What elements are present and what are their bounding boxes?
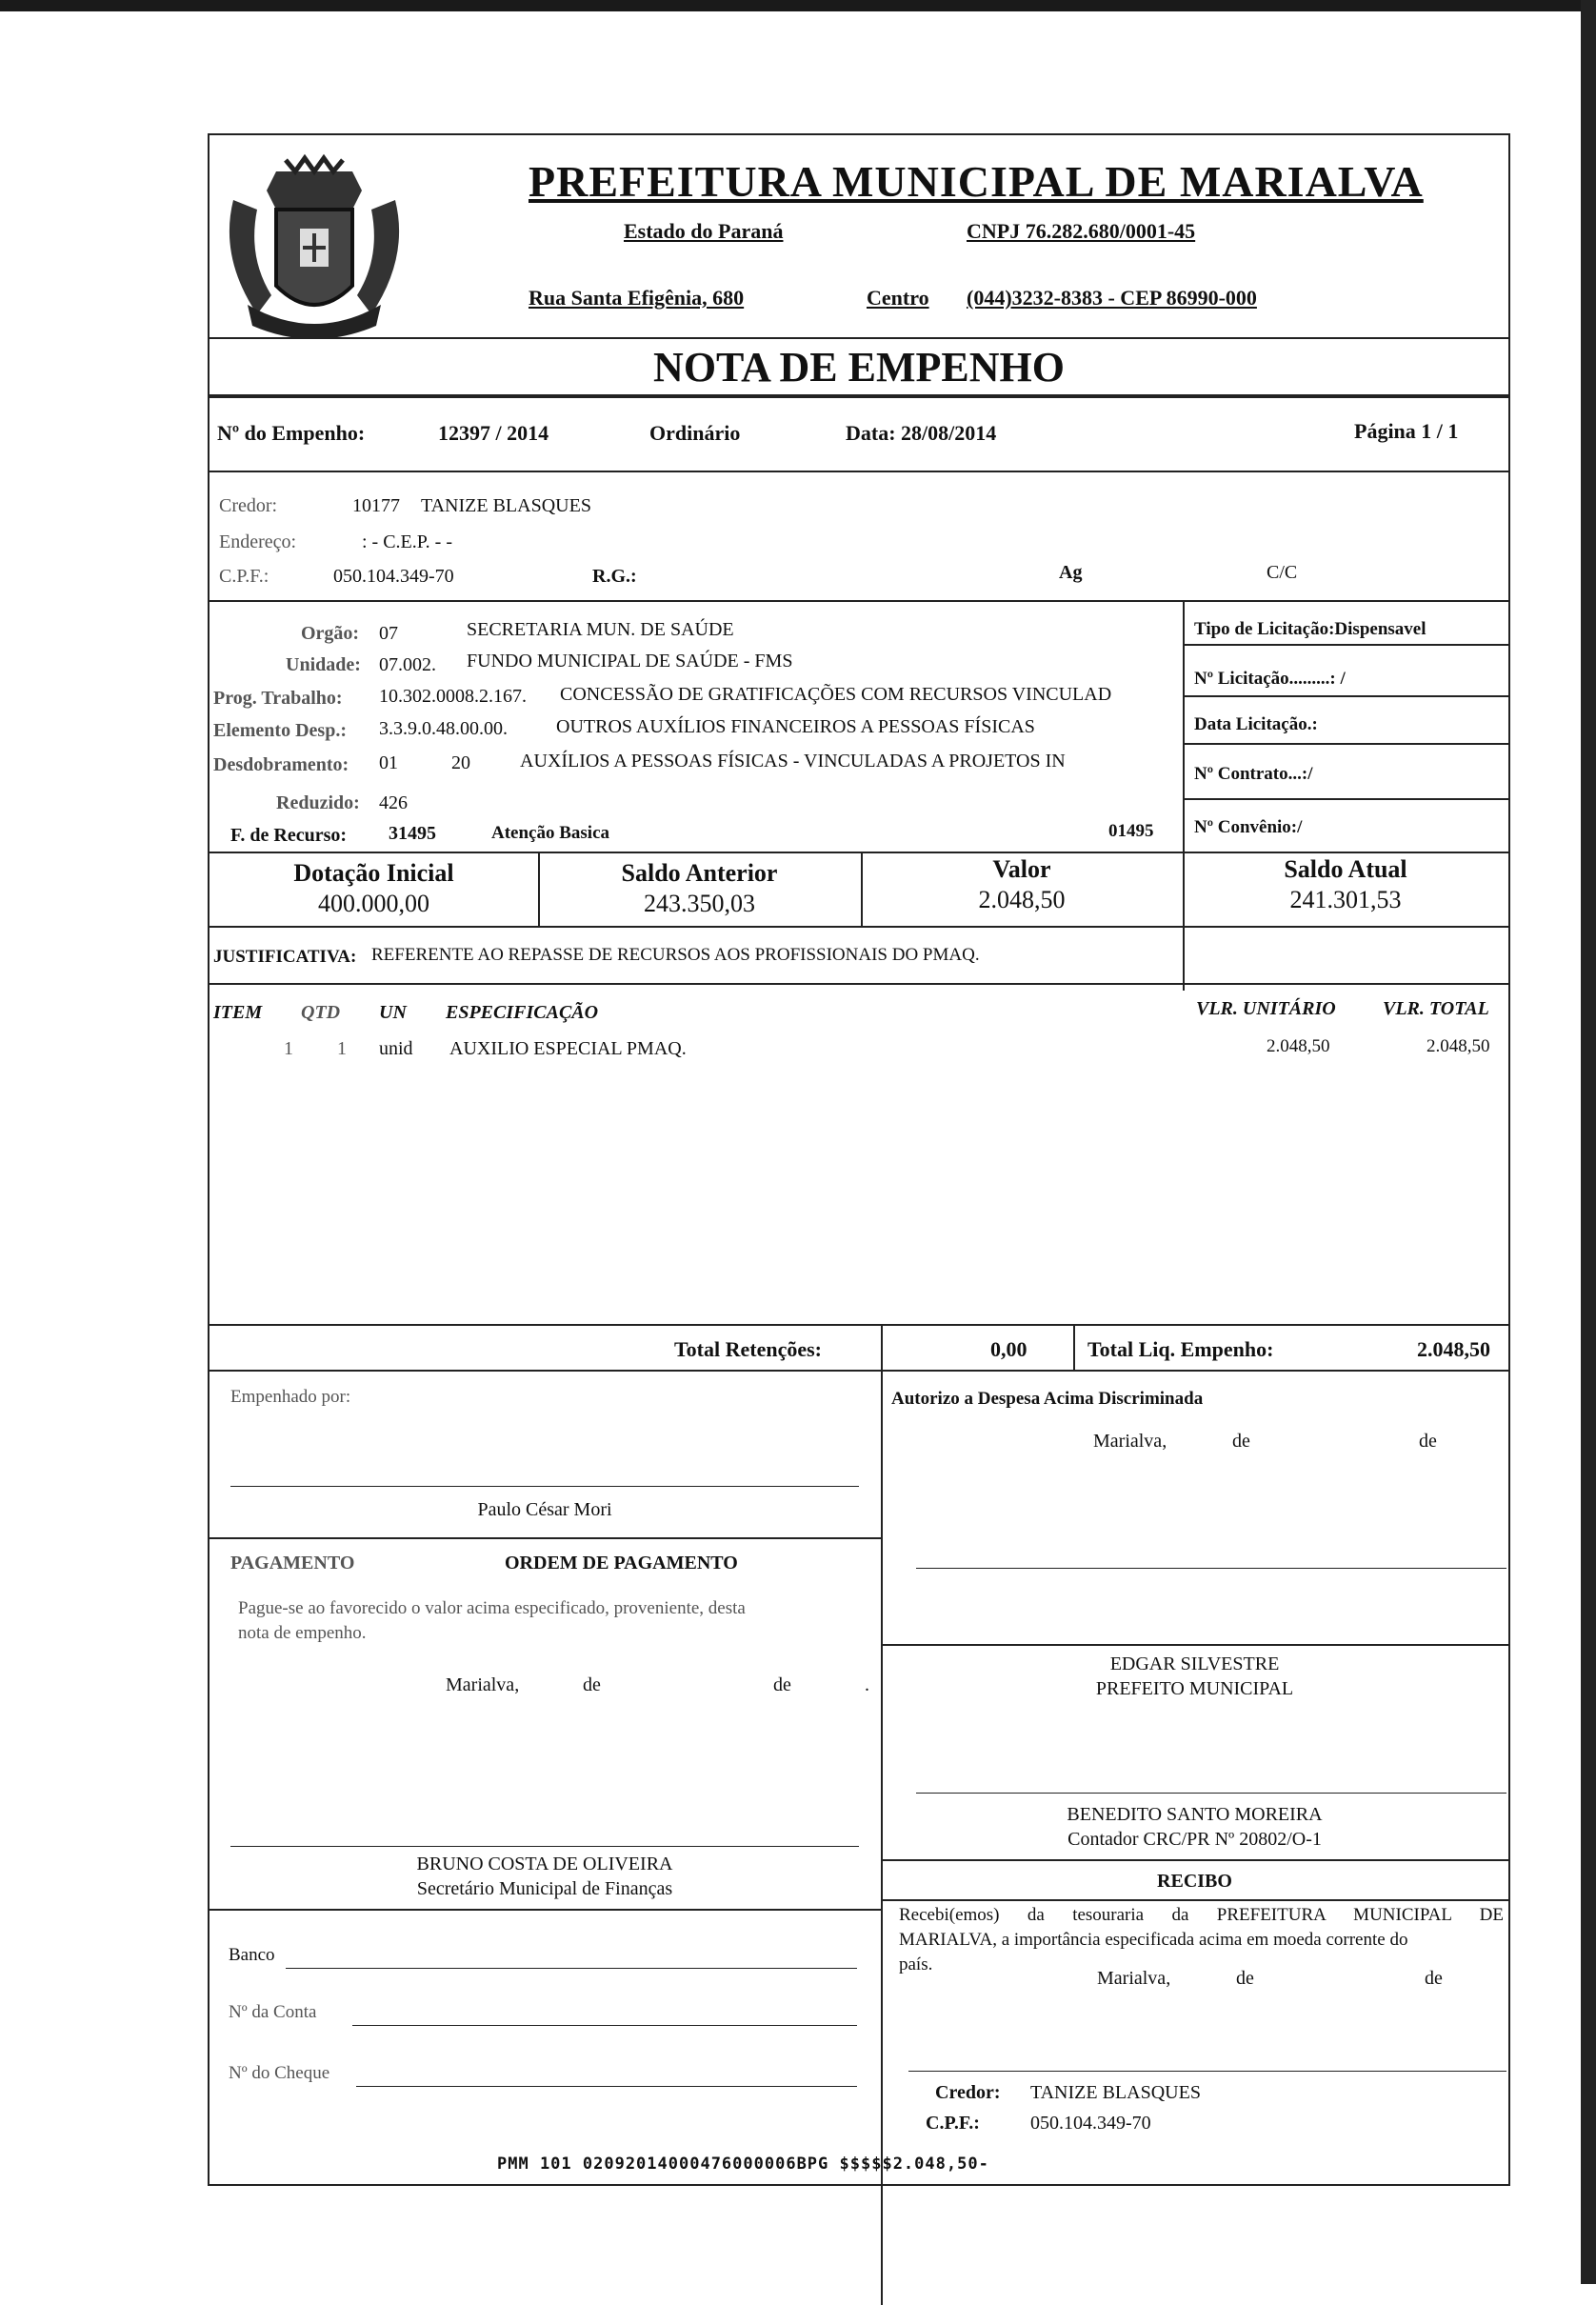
total-liq-value: 2.048,50 [1417,1337,1490,1361]
divider [209,852,1508,853]
recibo-cidade: Marialva, [1097,1968,1171,1989]
row-item: 1 [284,1038,293,1059]
telefone-cep: (044)3232-8383 - CEP 86990-000 [967,286,1257,310]
recibo-texto: país. [899,1954,933,1974]
cc-label: C/C [1267,562,1298,583]
row-vlr-unitario: 2.048,50 [1267,1036,1330,1056]
unidade-label: Unidade: [286,654,361,675]
total-retencoes-label: Total Retenções: [674,1337,822,1361]
orgao-desc: SECRETARIA MUN. DE SAÚDE [467,619,734,640]
bairro: Centro [867,286,929,310]
prog-code: 10.302.0008.2.167. [379,686,527,707]
numero-convenio: Nº Convênio:/ [1194,817,1303,837]
dotacao-inicial-value: 400.000,00 [318,890,429,917]
elemento-code: 3.3.9.0.48.00.00. [379,718,508,739]
empenhado-nome: Paulo César Mori [477,1499,612,1520]
divider [209,983,1508,985]
orgao-label: Orgão: [301,623,360,644]
coat-of-arms-icon [219,152,409,343]
rg-label: R.G.: [592,566,637,587]
empenho-numero: 12397 / 2014 [438,421,549,445]
cheque-label: Nº do Cheque [229,2063,330,2083]
page-title: PREFEITURA MUNICIPAL DE MARIALVA [529,157,1424,206]
row-vlr-total: 2.048,50 [1426,1036,1490,1056]
recurso-label: F. de Recurso: [230,825,348,846]
unidade-code: 07.002. [379,654,436,675]
pagamento-de: de [773,1674,791,1695]
conta-label: Nº da Conta [229,2002,317,2022]
saldo-atual-value: 241.301,53 [1289,886,1402,913]
scan-edge-right [1581,0,1596,2284]
divider [209,337,1508,339]
secretario-cargo: Secretário Municipal de Finanças [416,1878,673,1899]
pagamento-label: PAGAMENTO [230,1553,355,1573]
dotacao-inicial-label: Dotação Inicial [293,859,454,887]
divider [209,926,1508,928]
prefeito-nome: EDGAR SILVESTRE [1109,1654,1280,1674]
recibo-de: de [1236,1968,1254,1989]
estado: Estado do Paraná [624,219,784,243]
numero-contrato: Nº Contrato...:/ [1194,764,1313,784]
empenhado-por-label: Empenhado por: [230,1387,351,1407]
justificativa-text: REFERENTE AO REPASSE DE RECURSOS AOS PROFISSIONAIS DO PMAQ. [371,945,980,965]
divider [881,1899,1508,1901]
saldo-anterior-value: 243.350,03 [644,890,755,917]
doc-type-title: NOTA DE EMPENHO [653,344,1065,391]
divider [881,1644,1508,1646]
reduzido-label: Reduzido: [276,792,360,813]
cnpj: CNPJ 76.282.680/0001-45 [967,219,1196,243]
recibo-cpf: 050.104.349-70 [1030,2113,1151,2134]
row-qtd: 1 [337,1038,347,1059]
ag-label: Ag [1059,562,1083,583]
justificativa-label: JUSTIFICATIVA: [213,947,357,967]
signature-line [230,1486,859,1487]
divider [1183,695,1508,697]
prefeito-cargo: PREFEITO MUNICIPAL [1095,1678,1294,1699]
pagamento-texto: Pague-se ao favorecido o valor acima especificado, proveniente, desta [238,1598,746,1618]
scan-edge-top [0,0,1596,11]
divider [209,394,1508,398]
unidade-desc: FUNDO MUNICIPAL DE SAÚDE - FMS [467,651,793,671]
recibo-credor-label: Credor: [935,2082,1001,2103]
signature-line [916,1793,1506,1794]
divider [1183,798,1508,800]
autorizo-label: Autorizo a Despesa Acima Discriminada [891,1389,1204,1409]
row-un: unid [379,1038,413,1059]
col-qtd: QTD [301,1002,341,1023]
col-vlr-unitario: VLR. UNITÁRIO [1196,998,1336,1019]
elemento-label: Elemento Desp.: [213,720,347,741]
saldo-anterior-label: Saldo Anterior [621,859,778,887]
credor-codigo: 10177 [352,495,400,516]
divider [1183,743,1508,745]
col-especificacao: ESPECIFICAÇÃO [446,1002,599,1023]
divider [209,471,1508,472]
recibo-cpf-label: C.P.F.: [926,2113,980,2134]
autorizo-de: de [1419,1431,1437,1452]
credor-label: Credor: [219,495,278,516]
autorizo-de: de [1232,1431,1250,1452]
col-vlr-total: VLR. TOTAL [1383,998,1489,1019]
saldo-atual-label: Saldo Atual [1284,855,1407,883]
nota-de-empenho [208,133,1510,2186]
desdobramento-desc: AUXÍLIOS A PESSOAS FÍSICAS - VINCULADAS A PROJETOS IN [520,751,1066,772]
recurso-code: 31495 [389,823,436,844]
divider [209,1324,1508,1326]
tipo-licitacao: Tipo de Licitação:Dispensavel [1194,619,1426,639]
barcode-line: PMM 101 02092014000476000006BPG $$$$$2.048,50- [497,2155,989,2174]
endereco: Rua Santa Efigênia, 680 [529,286,745,310]
total-liq-label: Total Liq. Empenho: [1087,1337,1274,1361]
endereco-value: : - C.E.P. - - [362,531,452,552]
pagina: Página 1 / 1 [1354,419,1459,443]
signature-line [908,2071,1506,2072]
valor-label: Valor [992,855,1051,883]
ordem-pagamento: ORDEM DE PAGAMENTO [505,1553,738,1573]
row-especificacao: AUXILIO ESPECIAL PMAQ. [449,1038,687,1059]
empenho-data: Data: 28/08/2014 [846,421,997,445]
elemento-desc: OUTROS AUXÍLIOS FINANCEIROS A PESSOAS FÍSICAS [556,716,1035,737]
divider [1183,644,1508,646]
recurso-code2: 01495 [1108,821,1154,841]
prog-label: Prog. Trabalho: [213,688,343,709]
endereco-label: Endereço: [219,531,297,552]
divider [209,600,1508,602]
divider [209,1537,881,1539]
recurso-desc: Atenção Basica [491,823,610,843]
credor-nome: TANIZE BLASQUES [421,495,591,516]
pagamento-de: de [583,1674,601,1695]
recibo-credor: TANIZE BLASQUES [1030,2082,1201,2103]
col-item: ITEM [213,1002,263,1023]
cheque-line [356,2086,857,2087]
cpf-value: 050.104.349-70 [333,566,454,587]
numero-licitacao: Nº Licitação.........: / [1194,669,1346,689]
divider [1183,600,1185,991]
banco-line [286,1968,857,1969]
pagamento-texto: nota de empenho. [238,1623,367,1643]
reduzido-value: 426 [379,792,408,813]
conta-line [352,2025,857,2026]
desdobramento-label: Desdobramento: [213,754,349,775]
empenho-tipo: Ordinário [649,421,741,445]
data-licitacao: Data Licitação.: [1194,714,1318,734]
divider [209,1909,881,1911]
prog-desc: CONCESSÃO DE GRATIFICAÇÕES COM RECURSOS VINCULAD [560,684,1112,705]
empenho-label: Nº do Empenho: [217,421,366,445]
recibo-texto: Recebi(emos) da tesouraria da PREFEITURA MUNICIPAL DE [899,1905,1504,1925]
banco-label: Banco [229,1945,275,1965]
divider [209,1370,1508,1372]
divider [1073,1324,1075,1370]
signature-line [230,1846,859,1847]
valor-value: 2.048,50 [978,886,1066,913]
desdobramento-code2: 20 [451,752,470,773]
secretario-nome: BRUNO COSTA DE OLIVEIRA [416,1854,673,1874]
pagamento-ponto: . [865,1674,869,1695]
desdobramento-code: 01 [379,752,398,773]
cpf-label: C.P.F.: [219,566,269,587]
col-un: UN [379,1002,407,1023]
recibo-de: de [1425,1968,1443,1989]
recibo-title: RECIBO [1157,1871,1232,1892]
pagamento-cidade: Marialva, [446,1674,520,1695]
recibo-texto: MARIALVA, a importância especificada acima em moeda corrente do [899,1930,1408,1950]
divider [881,1859,1508,1861]
total-retencoes-value: 0,00 [990,1337,1027,1361]
contador-nome: BENEDITO SANTO MOREIRA [1067,1804,1323,1825]
signature-line [916,1568,1506,1569]
contador-cargo: Contador CRC/PR Nº 20802/O-1 [1067,1829,1322,1850]
orgao-code: 07 [379,623,398,644]
autorizo-cidade: Marialva, [1093,1431,1167,1452]
